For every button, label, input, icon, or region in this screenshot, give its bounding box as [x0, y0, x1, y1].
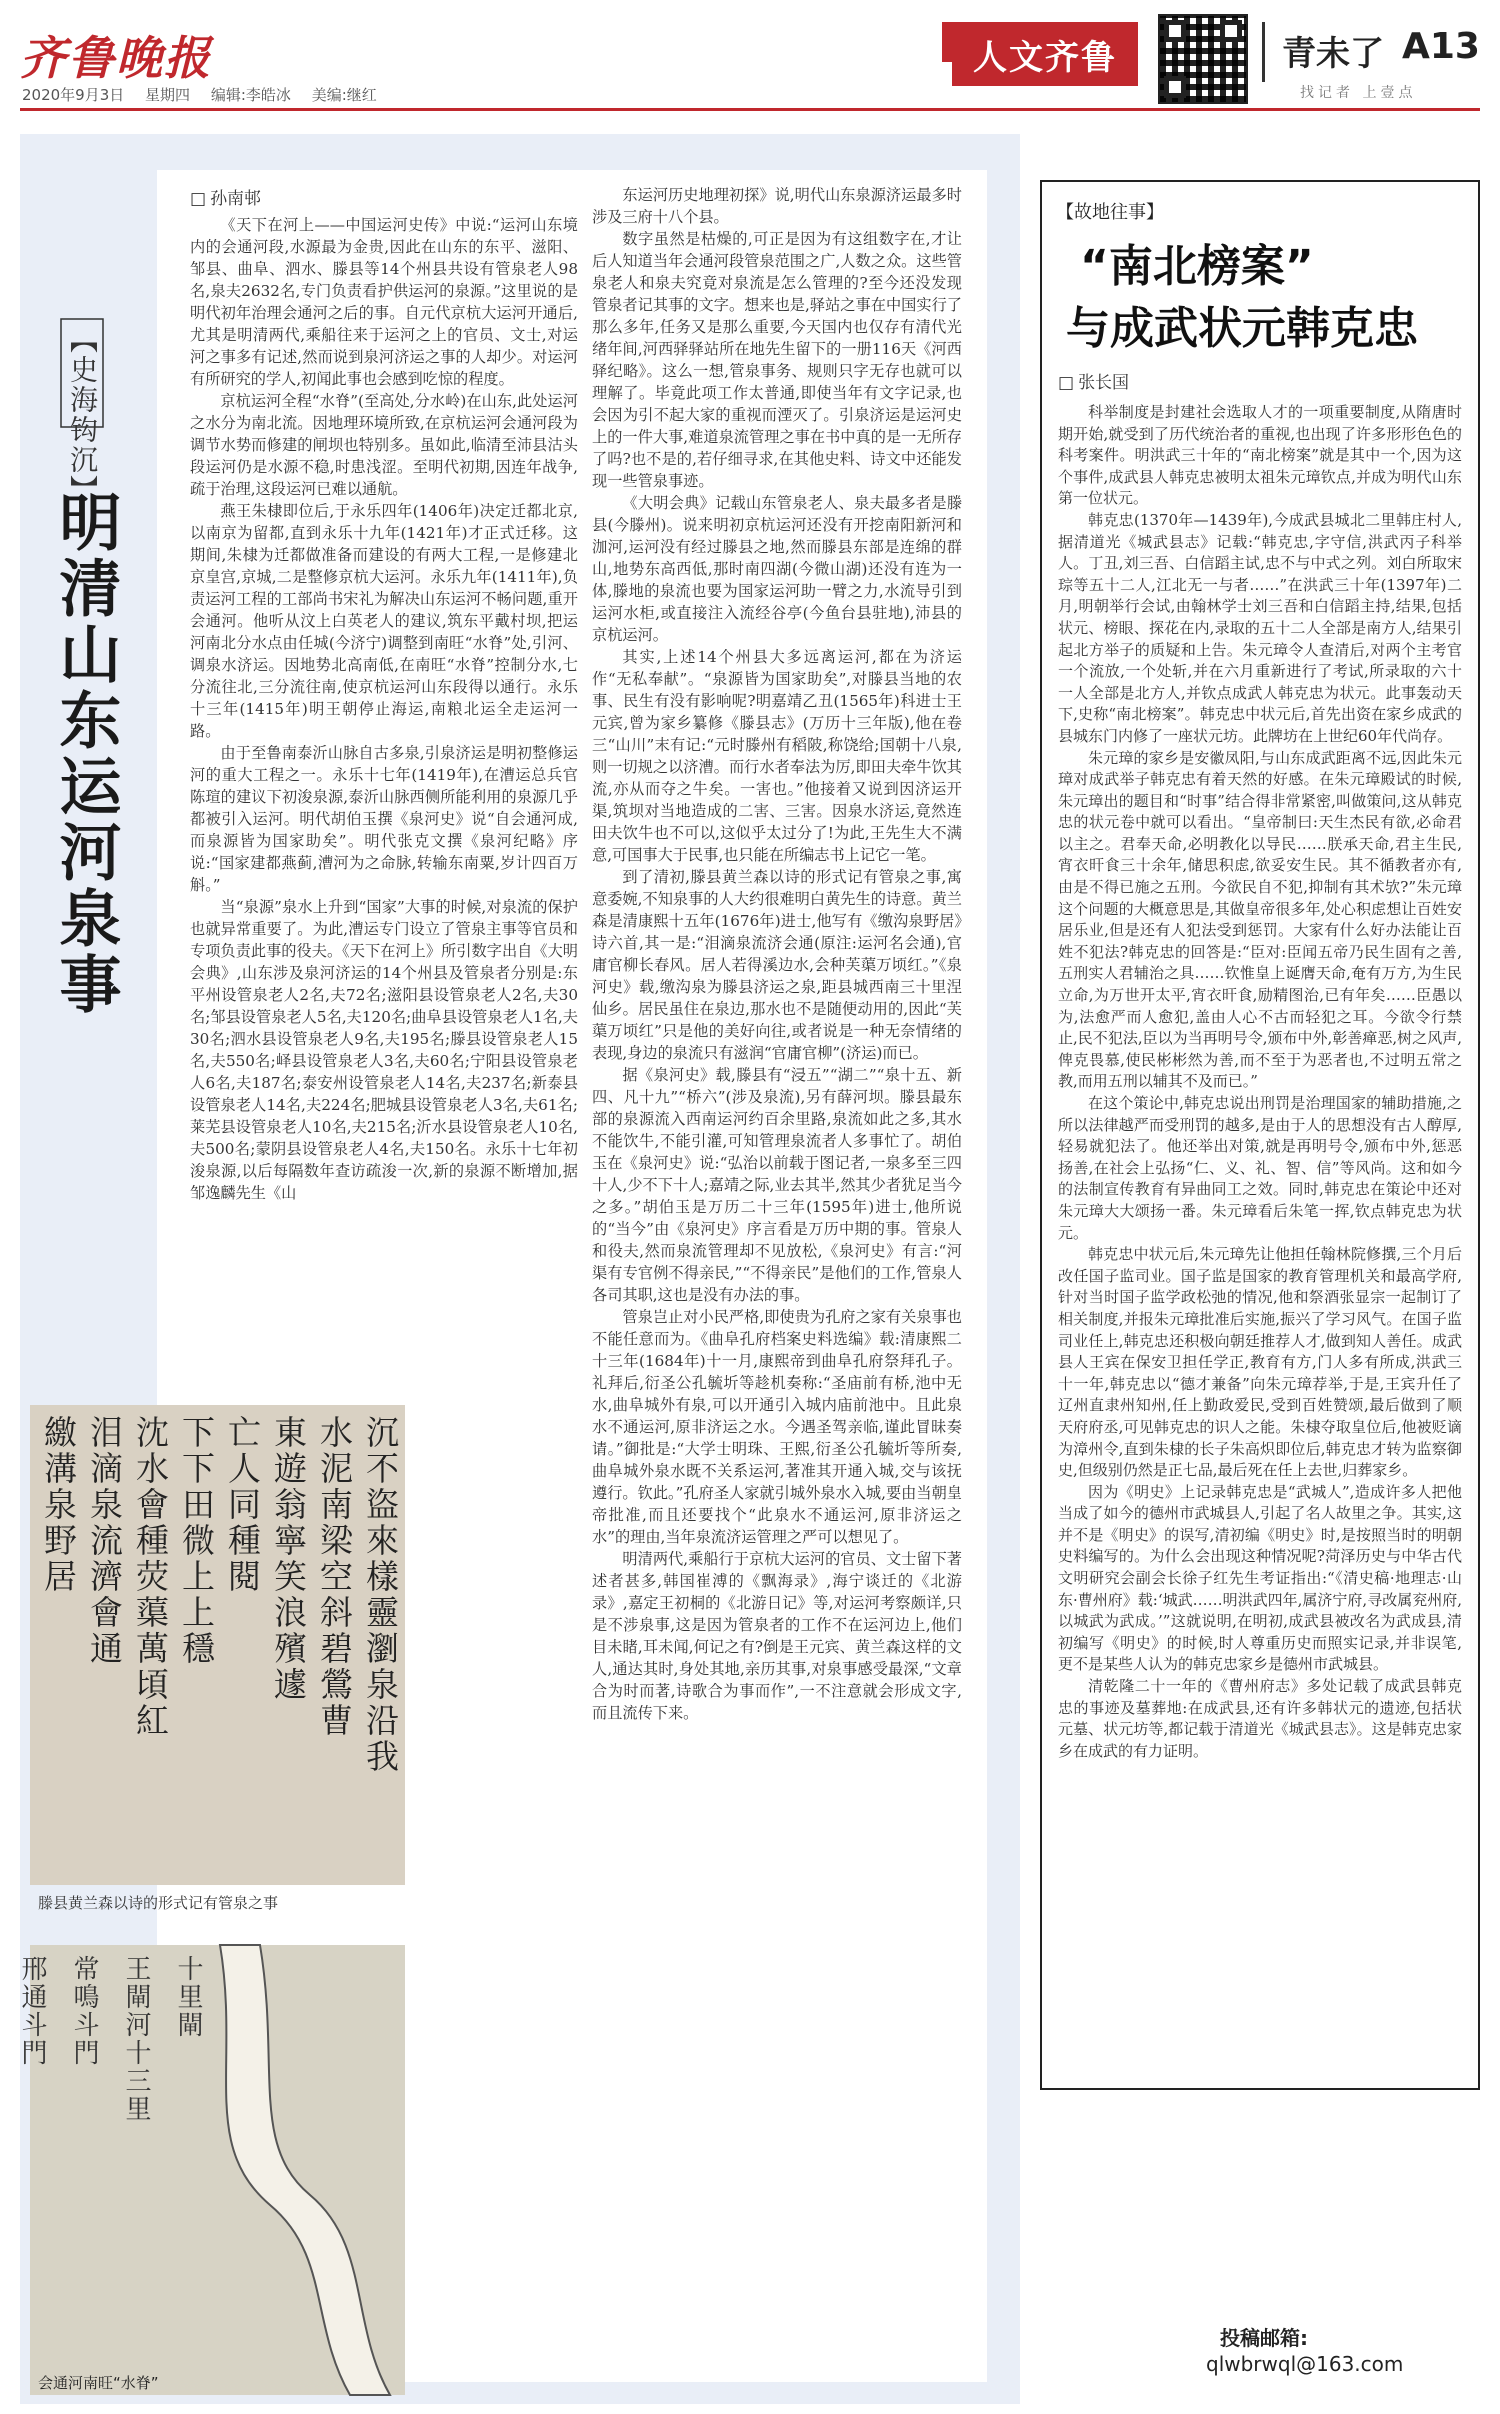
river-shape: [180, 1945, 410, 2395]
paragraph: 清乾隆二十一年的《曹州府志》多处记载了成武县韩克忠的事迹及墓葬地:在成武县,还有许多韩状元的遗迹,包括状元墓、状元坊等,都记载于清道光《城武县志》。这是韩克忠家乡在成武的有力证明。: [1058, 1677, 1462, 1760]
paragraph: 科举制度是封建社会选取人才的一项重要制度,从隋唐时期开始,就受到了历代统治者的重视,也出现了许多形形色色的科考案件。明洪武三十年的“南北榜案”就是其中一个,因为这个事件,成武县人韩克忠被明太祖朱元璋钦点,并成为明代山东第一位状元。: [1058, 403, 1462, 508]
paragraph: 其实,上述14个州县大多远离运河,都在为济运作“无私奉献”。“泉源皆为国家助矣”,对滕县当地的农事、民生有没有影响呢?明嘉靖乙丑(1565年)科进士王元宾,曾为家乡纂修《滕县志》(万历十三年版),他在卷三“山川”末有记:“元时滕州有稻陂,称饶给;国朝十八泉,则一切规之以济漕。而行水者奉法为厉,即田夫牵牛饮其流,亦从而夺之牛矣。一害也。”他接着又说到因济运开渠,筑坝对当地造成的二害、三害。因泉水济运,竟然连田夫饮牛也不可以,这似乎太过分了!为此,王先生大不满意,可国事大于民事,也只能在所编志书上记它一笔。: [592, 648, 962, 864]
article-column-2: [592, 184, 962, 2384]
qr-code-icon[interactable]: [1158, 14, 1248, 104]
paragraph: 《天下在河上——中国运河史传》中说:“运河山东境内的会通河段,水源最为金贵,因此在山东的东平、滋阳、邹县、曲阜、泗水、滕县等14个州县共设有管泉老人98名,泉夫2632名,专门负责看护供运河的泉源。”这里说的是明代初年治理会通河之后的事。自元代京杭大运河开通后,尤其是明清两代,乘船往来于运河之上的官员、文士,对运河之事多有记述,然而说到泉河济运之事的人却少。对运河有所研究的学人,初闻此事也会感到吃惊的程度。: [190, 216, 578, 388]
article-column-1: [190, 214, 578, 1394]
issue-date: 2020年9月3日: [22, 86, 125, 104]
column-tag: 【史海钩沉】: [66, 325, 99, 505]
image-text-column: 邢通斗門: [17, 1955, 47, 2067]
designer-credit: 美编:继红: [311, 86, 377, 104]
paragraph: 据《泉河史》载,滕县有“浸五”“湖二”“泉十五、新四、凡十九”“桥六”(涉及泉流),另有薛河坝。滕县最东部的泉源流入西南运河约百余里路,泉流如此之多,其水不能饮牛,不能引灌,可知管理泉流者人多事忙了。胡伯玉在《泉河史》说:“弘治以前载于图记者,一泉多至三四十人,少不下十人;嘉靖之际,业去其半,然其少者犹足当今之多。”胡伯玉是万历二十三年(1595年)进士,他所说的“当今”由《泉河史》序言看是万历中期的事。管泉人和役夫,然而泉流管理却不见放松,《泉河史》有言:“河渠有专官例不得亲民,”“不得亲民”是他们的工作,管泉人各司其职,这也是没有办法的事。: [592, 1066, 962, 1304]
paragraph: 京杭运河全程“水脊”(至高处,分水岭)在山东,此处运河之水分为南北流。因地理环境所致,在京杭运河会通河段为调节水势而修建的闸坝也特别多。虽如此,临清至沛县沽头段运河仍是水源不稳,时患浅涩。至明代初期,因连年战争,疏于治理,这段运河已难以通航。: [190, 392, 578, 498]
paragraph: 到了清初,滕县黄兰森以诗的形式记有管泉之事,寓意委婉,不知泉事的人大约很难明白黄先生的诗意。黄兰森是清康熙十五年(1676年)进士,他写有《缴沟泉野居》诗六首,其一是:“泪滴泉流济会通(原注:运河名会通),官庸官柳长春风。居人若得溪边水,会种芙蕖万顷红。”《泉河史》载,缴沟泉为滕县济运之泉,距县城西南三十里涅仙乡。居民虽住在泉边,那水也不是随便动用的,因此“芙蕖万顷红”只是他的美好向往,或者说是一种无奈情绪的表现,身边的泉流只有滋润“官庸官柳”(济运)而已。: [592, 868, 962, 1062]
article-byline: □ 孙南邨: [190, 184, 261, 209]
image-caption-2: 会通河南旺“水脊”: [38, 2374, 159, 2392]
image-text-column: 水泥南梁空斜碧鶯曹: [315, 1415, 354, 1739]
image-text-column: 亡人同種閱: [223, 1415, 262, 1595]
right-article-title-line2: 与成武状元韩克忠: [1066, 303, 1418, 354]
contact-email-link[interactable]: qlwbrwql@163.com: [1206, 2352, 1404, 2376]
image-text-column: 十里閘: [173, 1955, 203, 2039]
paragraph: 朱元璋的家乡是安徽凤阳,与山东成武距离不远,因此朱元璋对成武举子韩克忠有着天然的好感。在朱元璋殿试的时候,朱元璋出的题目和“时事”结合得非常紧密,叫做策问,这从韩克忠的状元卷中就可以看出。“皇帝制曰:天生杰民有欲,必命君以主之。君奉天命,必明教化以导民……朕承天命,君主生民,宵衣旰食三十余年,储思积虑,欲妥安生民。其不循教者亦有,由是不得已施之五刑。今欲民自不犯,抑制有其术欤?”朱元璋这个问题的大概意思是,其做皇帝很多年,处心积虑想让百姓安居乐业,但是还有人犯法受到惩罚。大家有什么好办法能让百姓不犯法?韩克忠的回答是:“臣对:臣闻五帝乃民生固有之善,五刑实人君辅治之具……钦惟皇上诞膺天命,奄有万方,为生民立命,为万世开太平,宵衣旰食,励精图治,已有年矣……臣愚以为,法愈严而人愈犯,盖由人心不古而轻犯之耳。今欲令行禁止,民不犯法,臣以为当再明号令,颁布中外,彰善瘅恶,树之风声,俾克畏慕,使民彬彬然为善,而不至于为恶者也,不过明五常之教,而用五刑以辅其不及而已。”: [1058, 748, 1462, 1091]
issue-meta: [22, 84, 393, 105]
image-text-column: 王閘河十三里: [121, 1955, 151, 2123]
image-text-column: 沈水會種荧蕖萬頃紅: [131, 1415, 170, 1739]
paragraph: 管泉岂止对小民严格,即使贵为孔府之家有关泉事也不能任意而为。《曲阜孔府档案史料选编》载:清康熙二十三年(1684年)十一月,康熙帝到曲阜孔府祭拜孔子。礼拜后,衍圣公孔毓圻等趁机奏称:“圣庙前有桥,池中无水,曲阜城外有泉,可以开通引入城内庙前池中。且此泉水不通运河,原非济运之水。今遇圣驾亲临,谨此冒昧奏请。”御批是:“大学士明珠、王熙,衍圣公孔毓圻等所奏,曲阜城外泉水既不关系运河,著准其开通入城,交与该抚遵行。钦此。”孔府圣人家就引城外泉水入城,要由当朝皇帝批准,而且还要找个“此泉水不通运河,原非济运之水”的理由,当年泉流济运管理之严可以想见了。: [592, 1308, 962, 1546]
poem-manuscript-image: [30, 1405, 405, 1885]
paragraph: 韩克忠中状元后,朱元璋先让他担任翰林院修撰,三个月后改任国子监司业。国子监是国家的教育管理机关和最高学府,针对当时国子监学政松弛的情况,他和祭酒张显宗一起制订了相关制度,并报朱元璋批准后实施,振兴了学习风气。在国子监司业任上,韩克忠还积极向朝廷推荐人才,做到知人善任。成武县人王宾在保安卫担任学正,教育有方,门人多有所成,洪武三十一年,韩克忠以“德才兼备”向朱元璋荐举,于是,王宾升任了辽州直隶州知州,任上勤政爱民,受到百姓赞颂,最后做到了顺天府府丞,可见韩克忠的识人之能。朱棣夺取皇位后,他被贬谪为漳州令,直到朱棣的长子朱高炽即位后,韩克忠才转为监察御史,但级别仍然是正七品,最后死在任上去世,归葬家乡。: [1058, 1245, 1462, 1480]
issue-weekday: 星期四: [145, 86, 191, 104]
canal-map-image: [17, 1945, 405, 2395]
article-column-1-continued: [420, 1400, 578, 2390]
paragraph: 数字虽然是枯燥的,可正是因为有这组数字在,才让后人知道当年会通河段管泉范围之广,人数之众。这些管泉老人和泉夫究竟对泉流是怎么管理的?至今还没发现管泉者记其事的文字。想来也是,驿站之事在中国实行了那么多年,任务又是那么重要,今天国内也仅存有清代光绪年间,河西驿驿站所在地先生留下的一册116天《河西驿纪略》。这么一想,管泉事务、规则只字无存也就可以理解了。毕竟此项工作太普通,即使当年有文字记录,也会因为引不起大家的重视而湮灭了。引泉济运是运河史上的一件大事,难道泉流管理之事在书中真的是一无所存了吗?也不是的,若仔细寻求,在其他史料、诗文中还能发现一些管泉事迹。: [592, 230, 962, 490]
masthead-rule: [20, 108, 1480, 111]
right-article-byline: □ 张长国: [1058, 368, 1129, 393]
image-text-column: 繳溝泉野居: [39, 1415, 78, 1595]
paragraph: 因为《明史》上记录韩克忠是“武城人”,造成许多人把他当成了如今的德州市武城县人,引起了名人故里之争。其实,这并不是《明史》的误写,清初编《明史》时,是按照当时的明朝史料编写的。为什么会出现这种情况呢?菏泽历史与中华古代文明研究会副会长徐子红先生考证指出:“《清史稿·地理志·山东·曹州府》载:‘城武……明洪武四年,属济宁府,寻改属兖州府,以城武为武成。’”这就说明,在明初,成武县被改名为武成县,清初编写《明史》的时候,时人尊重历史而照实记录,并非误笔,更不是某些人认为的韩克忠家乡是德州市武城县。: [1058, 1482, 1462, 1674]
contact-label: 投稿邮箱:: [1220, 2326, 1308, 2350]
paragraph: 明清两代,乘船行于京杭大运河的官员、文士留下著述者甚多,韩国崔溥的《飘海录》,海宁谈迁的《北游录》,嘉定王初桐的《北游日记》等,对运河考察颇详,只是不涉泉事,这是因为管泉者的工作不在运河边上,他们目未睹,耳未闻,何记之有?倒是王元宾、黄兰森这样的文人,通达其时,身处其地,亲历其事,对泉事感受最深,“文章合为时而著,诗歌合为事而作”,一不注意就会形成文字,而且流传下来。: [592, 1550, 962, 1722]
right-column-tag: 【故地往事】: [1056, 202, 1164, 223]
image-text-column: 泪滴泉流濟會通: [85, 1415, 124, 1667]
paragraph: 由于至鲁南泰沂山脉自古多泉,引泉济运是明初整修运河的重大工程之一。永乐十七年(1419年),在漕运总兵官陈瑄的建议下初浚泉源,泰沂山脉西侧所能利用的泉源几乎都被引入运河。明代胡伯玉撰《泉河史》说“自会通河成,而泉源皆为国家助矣”。明代张克文撰《泉河纪略》序说:“国家建都燕蓟,漕河为之命脉,转输东南粟,岁计四百万斛。”: [190, 744, 578, 894]
right-article-body: [1058, 402, 1462, 2077]
section-badge: 人文齐鲁: [952, 22, 1138, 86]
page-credit: 找记者 上壹点: [1300, 85, 1417, 101]
paragraph: 在这个策论中,韩克忠说出刑罚是治理国家的辅助措施,之所以法律越严而受刑罚的越多,是由于人的思想没有古人醇厚,轻易就犯法了。他还举出对策,就是再明号令,颁布中外,惩恶扬善,在社会上弘扬“仁、义、礼、智、信”等风尚。这和如今的法制宣传教育有异曲同工之效。同时,韩克忠在策论中还对朱元璋大大颂扬一番。朱元璋看后朱笔一挥,钦点韩克忠为状元。: [1058, 1094, 1462, 1242]
image-text-column: 常鳴斗門: [69, 1955, 99, 2067]
article-title: 明清山东运河泉事: [49, 490, 122, 1018]
paragraph: 当“泉源”泉水上升到“国家”大事的时候,对泉流的保护也就异常重要了。为此,漕运专门设立了管泉主事等官员和专项负责此事的役夫。《天下在河上》所引数字出自《大明会典》,山东涉及泉河济运的14个州县及管泉者分别是:东平州设管泉老人2名,夫72名;滋阳县设管泉老人2名,夫30名;邹县设管泉老人5名,夫120名;曲阜县设管泉老人1名,夫30名;泗水县设管泉老人9名,夫195名;滕县设管泉老人15名,夫550名;峄县设管泉老人3名,夫60名;宁阳县设管泉老人6名,夫187名;泰安州设管泉老人14名,夫237名;新泰县设管泉老人14名,夫224名;肥城县设管泉老人3名,夫61名;莱芜县设管泉老人10名,夫215名;沂水县设管泉老人10名,夫500名;蒙阴县设管泉老人4名,夫150名。永乐十七年初浚泉源,以后每隔数年查访疏浚一次,新的泉源不断增加,据邹逸麟先生《山: [190, 898, 578, 1202]
page-number: A13: [1402, 26, 1480, 67]
paragraph: 燕王朱棣即位后,于永乐四年(1406年)决定迁都北京,以南京为留都,直到永乐十九年(1421年)才正式迁移。这期间,朱棣为迁都做准备而建设的有两大工程,一是修建北京皇宫,京城,二是整修京杭大运河。永乐九年(1411年),负责运河工程的工部尚书宋礼为解决山东运河不畅问题,重开会通河。他听从汶上白英老人的建议,筑东平戴村坝,把运河南北分水点由任城(今济宁)调整到南旺“水脊”处,引河、调泉水济运。因地势北高南低,在南旺“水脊”控制分水,七分流往北,三分流往南,使京杭运河山东段得以通行。永乐十三年(1415年)明王朝停止海运,南粮北运全走运河一路。: [190, 502, 578, 740]
editor-credit: 编辑:李皓冰: [210, 86, 291, 104]
image-text-column: 沉不盜來樣靈瀏泉沿我: [361, 1415, 400, 1775]
image-caption-1: 滕县黄兰森以诗的形式记有管泉之事: [38, 1894, 279, 1912]
paragraph: 东运河历史地理初探》说,明代山东泉源济运最多时涉及三府十八个县。: [592, 186, 962, 226]
newspaper-logo: 齐鲁晚报: [20, 31, 212, 85]
paragraph: 韩克忠(1370年—1439年),今成武县城北二里韩庄村人,据清道光《城武县志》记载:“韩克忠,字守信,洪武丙子科举人。丁丑,刘三吾、白信蹈主试,忠不与中式之列。刘白所取宋琮等五十二人,江北无一与者……”在洪武三十年(1397年)二月,明朝举行会试,由翰林学士刘三吾和白信蹈主持,结果,包括状元、榜眼、探花在内,录取的五十二人全部是南方人,结果引起北方举子的质疑和上告。朱元璋令人查清后,对两个主考官一个流放,一个处斩,并在六月重新进行了考试,所录取的六十一人全部是北方人,并钦点成武人韩克忠为状元。此事轰动天下,史称“南北榜案”。韩克忠中状元后,首先出资在家乡成武的县城东门内修了一座状元坊。此牌坊在上世纪60年代尚存。: [1058, 510, 1462, 745]
right-article-title-line1: “南北榜案”: [1080, 241, 1314, 292]
image-text-column: 東遊翁寧笑浪殯遽: [269, 1415, 308, 1703]
page-section-name: 青未了: [1282, 34, 1384, 74]
image-text-column: 下下田微上上穩: [177, 1415, 216, 1667]
paragraph: 《大明会典》记载山东管泉老人、泉夫最多者是滕县(今滕州)。说来明初京杭运河还没有开挖南阳新河和泇河,运河没有经过滕县之地,然而滕县东部是连绵的群山,地势东高西低,那时南四湖(今微山湖)还没有连为一体,滕地的泉流也要为国家运河助一臂之力,水流导引到运河水柜,或直接注入流经谷亭(今鱼台县驻地),沛县的京杭运河。: [592, 494, 962, 644]
